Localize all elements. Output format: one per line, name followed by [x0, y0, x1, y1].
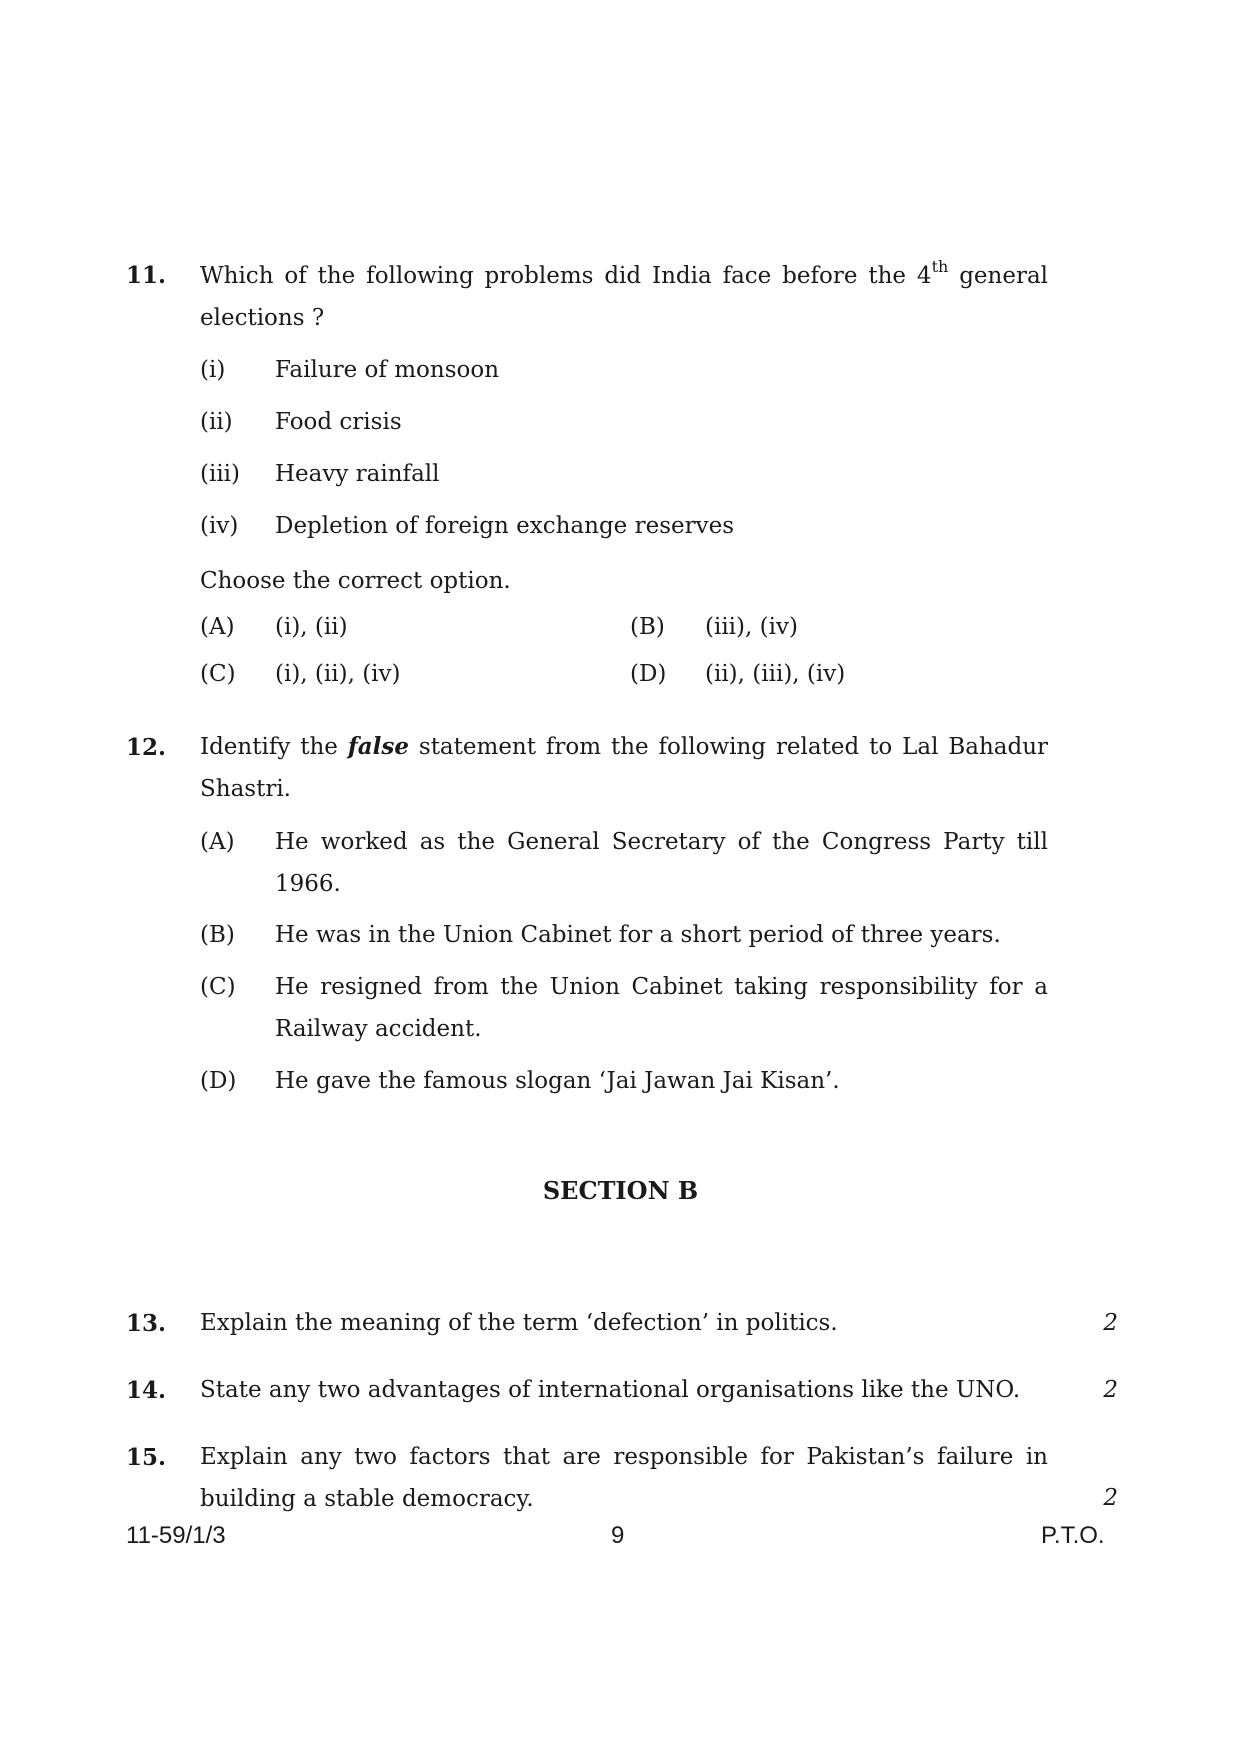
q11-option-c-text: (i), (ii), (iv) [275, 661, 401, 687]
question-13-number: 13. [126, 1310, 167, 1337]
q12-option-b-text: He was in the Union Cabinet for a short period of three years. [275, 922, 1001, 948]
question-12-number: 12. [126, 734, 167, 761]
question-13-text: Explain the meaning of the term ‘defection’ in politics. [200, 1310, 838, 1336]
q11-item-label: (i) [200, 357, 226, 383]
q11-text-before: Which of the following problems did India face before the [200, 263, 907, 289]
q11-text-after: general elections ? [200, 263, 1049, 331]
footer-paper-code: 11-59/1/3 [126, 1522, 226, 1549]
q11-item-label: (iv) [200, 513, 239, 539]
q12-option-d-text: He gave the famous slogan ‘Jai Jawan Jai Kisan’. [275, 1068, 840, 1094]
q11-ordinal: 4th [916, 257, 949, 289]
footer-pto: P.T.O. [1041, 1522, 1105, 1549]
q11-option-a-label: (A) [200, 614, 235, 640]
question-14-number: 14. [126, 1377, 167, 1404]
q11-instruction: Choose the correct option. [200, 568, 511, 594]
q12-option-a-label: (A) [200, 829, 235, 855]
q11-option-d-text: (ii), (iii), (iv) [705, 661, 846, 687]
question-14-marks: 2 [1103, 1377, 1118, 1403]
q12-option-d-label: (D) [200, 1068, 237, 1094]
q12-option-b-label: (B) [200, 922, 235, 948]
question-14-text: State any two advantages of international organisations like the UNO. [200, 1377, 1021, 1403]
q11-item-label: (ii) [200, 409, 233, 435]
q12-emphasis: false [347, 733, 409, 760]
question-15-text: Explain any two factors that are responsible for Pakistan’s failure in building a stable democracy. [200, 1444, 1048, 1512]
q11-item-text: Failure of monsoon [275, 357, 500, 383]
q11-item-text: Heavy rainfall [275, 461, 440, 487]
footer-page-number: 9 [611, 1522, 625, 1549]
q11-option-a-text: (i), (ii) [275, 614, 348, 640]
q12-text-before: Identify the [200, 734, 338, 760]
question-15-number: 15. [126, 1444, 167, 1471]
question-13-marks: 2 [1103, 1310, 1118, 1336]
q12-option-a-text: He worked as the General Secretary of the Congress Party till 1966. [275, 829, 1048, 897]
q12-option-c-label: (C) [200, 974, 236, 1000]
q11-option-d-label: (D) [630, 661, 667, 687]
q11-option-b-label: (B) [630, 614, 665, 640]
section-title: SECTION B [542, 1176, 699, 1205]
q11-item-label: (iii) [200, 461, 241, 487]
question-11-number: 11. [126, 262, 167, 289]
q11-option-c-label: (C) [200, 661, 236, 687]
question-12-text [200, 726, 1048, 810]
question-11-text [200, 255, 1048, 339]
question-15-marks: 2 [1103, 1485, 1118, 1511]
q12-option-c-text: He resigned from the Union Cabinet taking responsibility for a Railway accident. [275, 974, 1048, 1042]
q11-option-b-text: (iii), (iv) [705, 614, 798, 640]
q11-item-text: Depletion of foreign exchange reserves [275, 513, 735, 539]
q11-item-text: Food crisis [275, 409, 402, 435]
q12-text-after: statement from the following related to Lal Bahadur Shastri. [200, 734, 1049, 802]
